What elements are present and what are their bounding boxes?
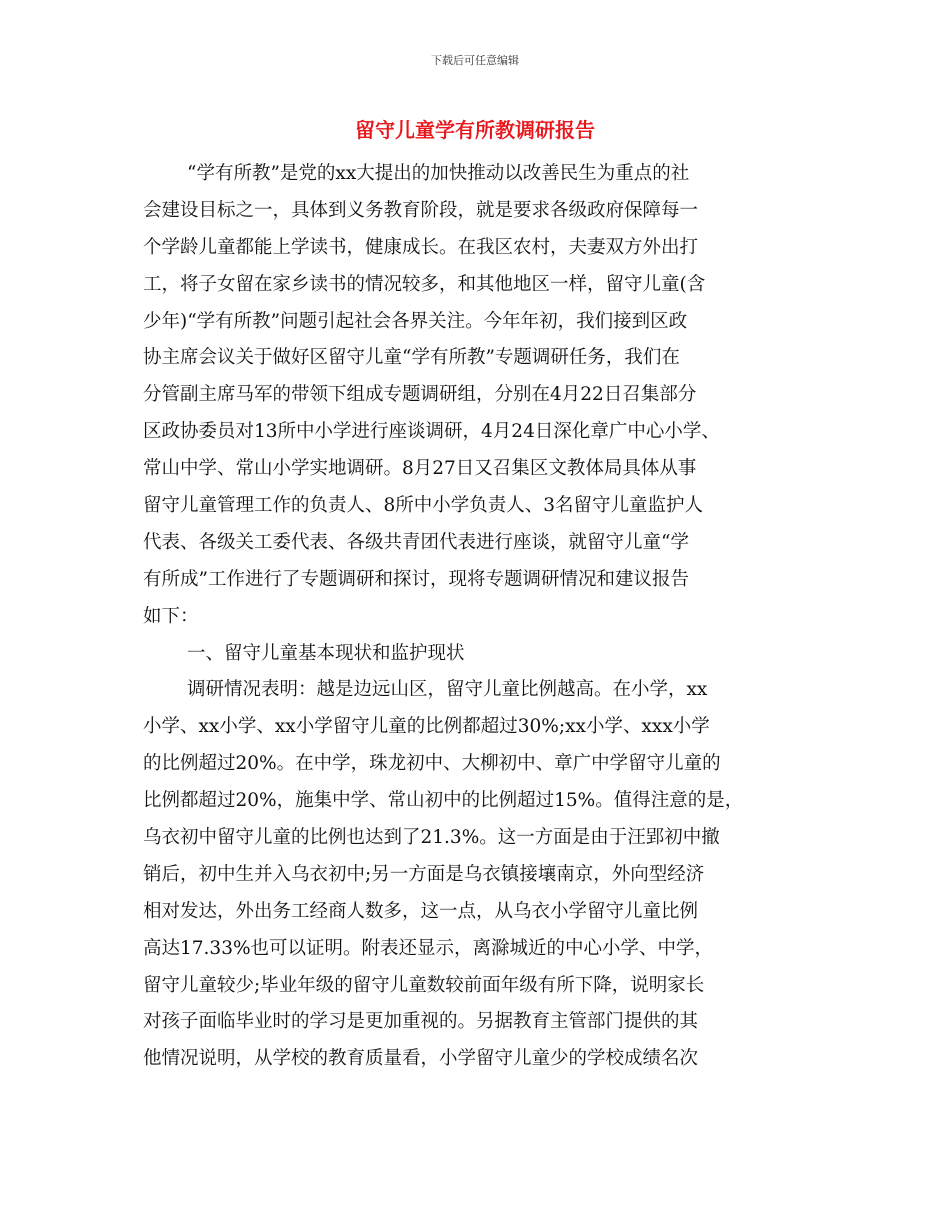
page-header-note: 下载后可任意编辑 bbox=[431, 54, 519, 67]
text-line: 销后，初中生并入乌衣初中;另一方面是乌衣镇接壤南京，外向型经济 bbox=[143, 863, 705, 885]
text-line: 乌衣初中留守儿童的比例也达到了21.3%。这一方面是由于汪郢初中撤 bbox=[143, 827, 720, 849]
section-heading: 一、留守儿童基本现状和监护现状 bbox=[187, 642, 465, 664]
text-line: 区政协委员对13所中小学进行座谈调研，4月24日深化章广中心小学、 bbox=[143, 421, 720, 443]
text-line: 对孩子面临毕业时的学习是更加重视的。另据教育主管部门提供的其 bbox=[143, 1011, 699, 1033]
text-line: 分管副主席马军的带领下组成专题调研组，分别在4月22日召集部分 bbox=[143, 384, 697, 406]
text-line: 会建设目标之一，具体到义务教育阶段，就是要求各级政府保障每一 bbox=[143, 199, 699, 221]
text-line: 比例都超过20%，施集中学、常山初中的比例超过15%。值得注意的是， bbox=[143, 790, 744, 812]
text-line: 留守儿童较少;毕业年级的留守儿童数较前面年级有所下降，说明家长 bbox=[143, 974, 705, 996]
text-line: 常山中学、常山小学实地调研。8月27日又召集区文教体局具体从事 bbox=[143, 458, 697, 480]
text-line: 如下： bbox=[143, 605, 199, 627]
text-line: 个学龄儿童都能上学读书，健康成长。在我区农村，夫妻双方外出打 bbox=[143, 236, 699, 258]
text-line: 的比例超过20%。在中学，珠龙初中、大柳初中、章广中学留守儿童的 bbox=[143, 753, 721, 775]
text-line: 代表、各级关工委代表、各级共青团代表进行座谈，就留守儿童“学 bbox=[143, 531, 689, 553]
text-line: 调研情况表明：越是边远山区，留守儿童比例越高。在小学，xx bbox=[187, 679, 708, 701]
text-line: 工，将子女留在家乡读书的情况较多，和其他地区一样，留守儿童(含 bbox=[143, 273, 706, 295]
text-line: 少年)“学有所教”问题引起社会各界关注。今年年初，我们接到区政 bbox=[143, 310, 688, 332]
text-line: “学有所教”是党的xx大提出的加快推动以改善民生为重点的社 bbox=[187, 163, 690, 184]
text-line: 协主席会议关于做好区留守儿童“学有所教”专题调研任务，我们在 bbox=[143, 347, 680, 369]
document-body bbox=[143, 156, 813, 1078]
document-title: 留守儿童学有所教调研报告 bbox=[355, 118, 595, 142]
text-line: 相对发达，外出务工经商人数多，这一点，从乌衣小学留守儿童比例 bbox=[143, 900, 699, 922]
text-line: 小学、xx小学、xx小学留守儿童的比例都超过30%;xx小学、xxx小学 bbox=[143, 716, 710, 738]
text-line: 高达17.33%也可以证明。附表还显示，离滁城近的中心小学、中学， bbox=[143, 937, 714, 959]
text-line: 他情况说明，从学校的教育质量看，小学留守儿童少的学校成绩名次 bbox=[143, 1048, 699, 1070]
text-line: 留守儿童管理工作的负责人、8所中小学负责人、3名留守儿童监护人 bbox=[143, 495, 704, 517]
text-line: 有所成”工作进行了专题调研和探讨，现将专题调研情况和建议报告 bbox=[143, 568, 689, 590]
